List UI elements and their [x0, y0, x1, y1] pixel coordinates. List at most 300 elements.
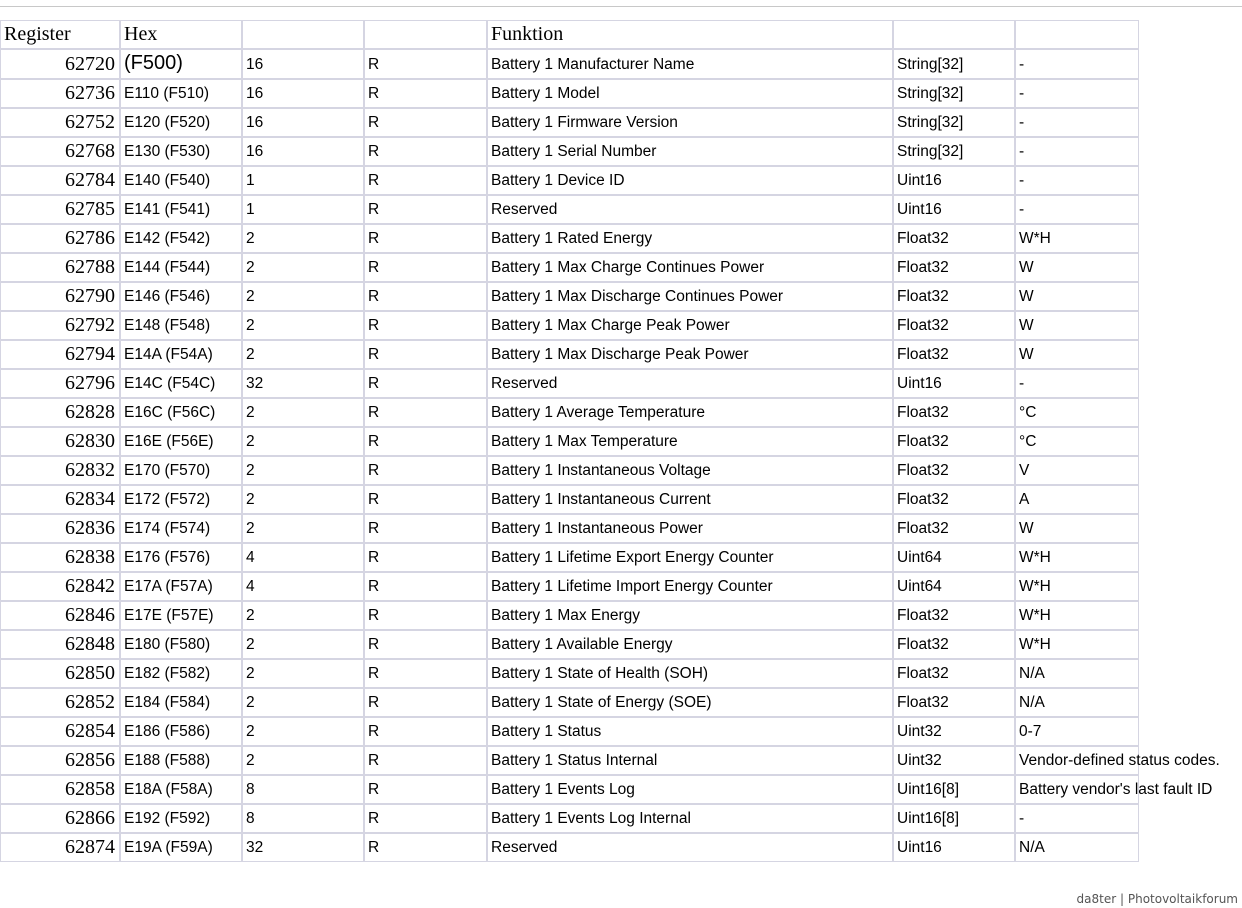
cell-size	[242, 282, 364, 311]
cell-type-text: String[32]	[897, 85, 964, 102]
cell-function	[487, 398, 893, 427]
table-row	[0, 572, 1139, 601]
cell-function	[487, 427, 893, 456]
cell-hex-text: E180 (F580)	[124, 636, 211, 653]
cell-type	[893, 775, 1015, 804]
cell-unit-text: N/A	[1019, 839, 1045, 856]
cell-type-text: Uint64	[897, 578, 942, 595]
cell-access-text: R	[368, 114, 380, 131]
cell-hex	[120, 398, 242, 427]
cell-size-text: 32	[246, 375, 264, 392]
cell-type-text: Float32	[897, 462, 949, 479]
cell-size	[242, 775, 364, 804]
cell-register-text: 62846	[65, 604, 115, 626]
cell-hex	[120, 485, 242, 514]
cell-size	[242, 195, 364, 224]
cell-function	[487, 659, 893, 688]
cell-size-text: 2	[246, 317, 255, 334]
cell-register-text: 62784	[65, 169, 115, 191]
cell-size	[242, 398, 364, 427]
cell-hex	[120, 224, 242, 253]
cell-register-text: 62854	[65, 720, 115, 742]
table-row	[0, 340, 1139, 369]
cell-type	[893, 340, 1015, 369]
cell-access-text: R	[368, 636, 380, 653]
table-row	[0, 79, 1139, 108]
cell-hex	[120, 543, 242, 572]
cell-access-text: R	[368, 694, 380, 711]
cell-function-text: Battery 1 Available Energy	[491, 636, 673, 653]
cell-function	[487, 456, 893, 485]
cell-type-text: Uint16	[897, 172, 942, 189]
cell-unit	[1015, 717, 1139, 746]
cell-access-text: R	[368, 172, 380, 189]
cell-register-text: 62832	[65, 459, 115, 481]
cell-unit	[1015, 282, 1139, 311]
cell-register-text: 62720	[65, 52, 115, 75]
cell-function-text: Battery 1 State of Energy (SOE)	[491, 694, 712, 711]
cell-unit-text: Vendor-defined status codes.	[1019, 752, 1220, 769]
cell-register	[0, 804, 120, 833]
cell-function	[487, 514, 893, 543]
cell-hex-text: E16C (F56C)	[124, 404, 216, 421]
table-row	[0, 804, 1139, 833]
cell-type	[893, 456, 1015, 485]
cell-unit-text: A	[1019, 491, 1030, 508]
cell-register	[0, 688, 120, 717]
cell-type-text: Uint16	[897, 839, 942, 856]
cell-access-text: R	[368, 810, 380, 827]
table-row	[0, 630, 1139, 659]
cell-hex-text: E192 (F592)	[124, 810, 211, 827]
cell-hex	[120, 253, 242, 282]
cell-function-text: Battery 1 Average Temperature	[491, 404, 705, 421]
cell-access-text: R	[368, 839, 380, 856]
cell-register-text: 62852	[65, 691, 115, 713]
cell-hex-text: E141 (F541)	[124, 201, 211, 218]
cell-function	[487, 833, 893, 862]
cell-type-text: Uint64	[897, 549, 942, 566]
cell-type-text: Float32	[897, 317, 949, 334]
cell-access	[364, 630, 487, 659]
cell-access-text: R	[368, 491, 380, 508]
cell-function	[487, 108, 893, 137]
table-row	[0, 166, 1139, 195]
cell-unit	[1015, 108, 1139, 137]
cell-type-text: Uint32	[897, 723, 942, 740]
cell-type-text: Uint16[8]	[897, 781, 960, 798]
cell-size	[242, 311, 364, 340]
header-register: Register	[0, 20, 120, 49]
cell-type-text: Float32	[897, 404, 949, 421]
cell-register-text: 62785	[65, 198, 115, 220]
table-row	[0, 369, 1139, 398]
cell-unit	[1015, 833, 1139, 862]
cell-hex	[120, 108, 242, 137]
cell-hex-text: E182 (F582)	[124, 665, 211, 682]
cell-type	[893, 572, 1015, 601]
cell-register-text: 62792	[65, 314, 115, 336]
cell-register-text: 62796	[65, 372, 115, 394]
cell-unit	[1015, 224, 1139, 253]
cell-type	[893, 427, 1015, 456]
cell-access-text: R	[368, 346, 380, 363]
cell-hex-text: E172 (F572)	[124, 491, 211, 508]
cell-function	[487, 572, 893, 601]
cell-access	[364, 282, 487, 311]
cell-hex	[120, 79, 242, 108]
cell-unit-text: 0-7	[1019, 723, 1042, 740]
cell-unit	[1015, 398, 1139, 427]
cell-access-text: R	[368, 752, 380, 769]
cell-unit-text: W*H	[1019, 578, 1051, 595]
cell-access	[364, 514, 487, 543]
cell-function-text: Battery 1 Model	[491, 85, 600, 102]
table-row	[0, 775, 1139, 804]
cell-type-text: Float32	[897, 491, 949, 508]
cell-unit-text: °C	[1019, 404, 1037, 421]
cell-function-text: Battery 1 Status	[491, 723, 602, 740]
cell-register	[0, 630, 120, 659]
cell-size	[242, 79, 364, 108]
cell-access	[364, 49, 487, 79]
cell-function-text: Battery 1 Max Temperature	[491, 433, 678, 450]
cell-register-text: 62834	[65, 488, 115, 510]
cell-register	[0, 659, 120, 688]
table-row	[0, 108, 1139, 137]
cell-size	[242, 253, 364, 282]
cell-access-text: R	[368, 781, 380, 798]
cell-hex-text: E184 (F584)	[124, 694, 211, 711]
cell-access-text: R	[368, 723, 380, 740]
cell-unit	[1015, 514, 1139, 543]
cell-size	[242, 369, 364, 398]
cell-size	[242, 746, 364, 775]
cell-function-text: Battery 1 Firmware Version	[491, 114, 678, 131]
cell-access	[364, 195, 487, 224]
cell-unit-text: W*H	[1019, 607, 1051, 624]
cell-function	[487, 137, 893, 166]
cell-register	[0, 166, 120, 195]
cell-register-text: 62830	[65, 430, 115, 452]
cell-type	[893, 543, 1015, 572]
cell-size-text: 2	[246, 636, 255, 653]
cell-type-text: Float32	[897, 694, 949, 711]
cell-unit	[1015, 340, 1139, 369]
cell-type-text: Float32	[897, 433, 949, 450]
cell-access-text: R	[368, 317, 380, 334]
cell-function-text: Reserved	[491, 201, 558, 218]
cell-register	[0, 543, 120, 572]
table-row	[0, 485, 1139, 514]
cell-hex	[120, 833, 242, 862]
cell-register	[0, 398, 120, 427]
table-row	[0, 224, 1139, 253]
cell-hex	[120, 49, 242, 79]
cell-unit	[1015, 485, 1139, 514]
cell-hex	[120, 195, 242, 224]
cell-hex-text: E14A (F54A)	[124, 346, 213, 363]
cell-access-text: R	[368, 288, 380, 305]
cell-type	[893, 195, 1015, 224]
cell-access	[364, 572, 487, 601]
cell-type-text: Float32	[897, 636, 949, 653]
register-table	[0, 20, 1220, 862]
table-row	[0, 514, 1139, 543]
cell-hex-text: (F500)	[124, 52, 183, 74]
cell-hex-text: E140 (F540)	[124, 172, 211, 189]
cell-size-text: 2	[246, 433, 255, 450]
cell-register	[0, 601, 120, 630]
cell-size	[242, 543, 364, 572]
cell-hex	[120, 369, 242, 398]
cell-size	[242, 456, 364, 485]
cell-access	[364, 137, 487, 166]
cell-function	[487, 79, 893, 108]
cell-unit-text: N/A	[1019, 665, 1045, 682]
cell-register	[0, 79, 120, 108]
cell-function-text: Battery 1 Status Internal	[491, 752, 658, 769]
cell-hex	[120, 456, 242, 485]
cell-register	[0, 456, 120, 485]
table-row	[0, 282, 1139, 311]
cell-register-text: 62874	[65, 836, 115, 858]
cell-function	[487, 369, 893, 398]
cell-function	[487, 340, 893, 369]
cell-unit-text: W*H	[1019, 549, 1051, 566]
cell-register-text: 62856	[65, 749, 115, 771]
cell-unit	[1015, 804, 1139, 833]
cell-function-text: Battery 1 State of Health (SOH)	[491, 665, 709, 682]
cell-hex	[120, 601, 242, 630]
cell-unit-text: W	[1019, 346, 1034, 363]
cell-size	[242, 427, 364, 456]
cell-function-text: Battery 1 Serial Number	[491, 143, 657, 160]
cell-function-text: Battery 1 Events Log	[491, 781, 635, 798]
cell-hex	[120, 427, 242, 456]
cell-unit-text: N/A	[1019, 694, 1045, 711]
cell-access	[364, 311, 487, 340]
cell-hex	[120, 572, 242, 601]
cell-access-text: R	[368, 375, 380, 392]
cell-type	[893, 514, 1015, 543]
cell-access-text: R	[368, 230, 380, 247]
cell-size-text: 2	[246, 346, 255, 363]
cell-unit-text: °C	[1019, 433, 1037, 450]
cell-access-text: R	[368, 259, 380, 276]
cell-size	[242, 224, 364, 253]
cell-unit	[1015, 369, 1139, 398]
cell-function	[487, 166, 893, 195]
cell-register-text: 62768	[65, 140, 115, 162]
table-row	[0, 717, 1139, 746]
cell-register	[0, 282, 120, 311]
cell-function	[487, 485, 893, 514]
cell-size-text: 2	[246, 665, 255, 682]
cell-access	[364, 253, 487, 282]
header-type	[893, 20, 1015, 49]
cell-function-text: Battery 1 Instantaneous Power	[491, 520, 703, 537]
cell-hex-text: E176 (F576)	[124, 549, 211, 566]
cell-access-text: R	[368, 201, 380, 218]
cell-access-text: R	[368, 549, 380, 566]
cell-type-text: Float32	[897, 259, 949, 276]
table-row	[0, 49, 1139, 79]
cell-type	[893, 688, 1015, 717]
cell-type	[893, 49, 1015, 79]
cell-register	[0, 833, 120, 862]
cell-size-text: 2	[246, 491, 255, 508]
cell-access-text: R	[368, 404, 380, 421]
cell-function-text: Battery 1 Max Energy	[491, 607, 641, 624]
cell-register	[0, 340, 120, 369]
cell-size	[242, 137, 364, 166]
cell-function	[487, 282, 893, 311]
cell-register	[0, 427, 120, 456]
cell-unit-text: W	[1019, 317, 1034, 334]
cell-unit	[1015, 543, 1139, 572]
cell-function-text: Battery 1 Max Discharge Continues Power	[491, 288, 784, 305]
cell-size-text: 8	[246, 781, 255, 798]
cell-hex	[120, 775, 242, 804]
cell-type	[893, 630, 1015, 659]
cell-hex	[120, 514, 242, 543]
cell-access	[364, 717, 487, 746]
cell-size-text: 2	[246, 288, 255, 305]
cell-access-text: R	[368, 85, 380, 102]
cell-register	[0, 195, 120, 224]
cell-type	[893, 108, 1015, 137]
cell-function	[487, 543, 893, 572]
cell-register-text: 62828	[65, 401, 115, 423]
cell-function-text: Battery 1 Device ID	[491, 172, 625, 189]
cell-hex	[120, 688, 242, 717]
table-row	[0, 253, 1139, 282]
cell-unit-text: W	[1019, 288, 1034, 305]
cell-hex	[120, 630, 242, 659]
cell-unit	[1015, 572, 1139, 601]
cell-access	[364, 746, 487, 775]
cell-access-text: R	[368, 462, 380, 479]
cell-size-text: 2	[246, 520, 255, 537]
cell-access	[364, 340, 487, 369]
cell-access	[364, 775, 487, 804]
cell-type-text: String[32]	[897, 114, 964, 131]
cell-unit	[1015, 166, 1139, 195]
cell-hex-text: E19A (F59A)	[124, 839, 213, 856]
cell-access	[364, 427, 487, 456]
cell-access	[364, 398, 487, 427]
cell-hex-text: E146 (F546)	[124, 288, 211, 305]
cell-register	[0, 49, 120, 79]
cell-size	[242, 688, 364, 717]
cell-unit	[1015, 137, 1139, 166]
cell-unit	[1015, 775, 1213, 804]
cell-type-text: Float32	[897, 230, 949, 247]
cell-register-text: 62786	[65, 227, 115, 249]
cell-hex-text: E174 (F574)	[124, 520, 211, 537]
cell-hex-text: E142 (F542)	[124, 230, 211, 247]
cell-type	[893, 137, 1015, 166]
header-function: Funktion	[487, 20, 893, 49]
table-row	[0, 195, 1139, 224]
cell-access	[364, 659, 487, 688]
cell-type-text: Uint16	[897, 375, 942, 392]
cell-hex-text: E188 (F588)	[124, 752, 211, 769]
cell-size	[242, 485, 364, 514]
header-access	[364, 20, 487, 49]
cell-type	[893, 717, 1015, 746]
cell-unit	[1015, 456, 1139, 485]
cell-type-text: Uint32	[897, 752, 942, 769]
cell-access-text: R	[368, 433, 380, 450]
cell-function-text: Battery 1 Instantaneous Current	[491, 491, 711, 508]
header-unit	[1015, 20, 1139, 49]
cell-unit-text: -	[1019, 810, 1025, 827]
cell-size-text: 8	[246, 810, 255, 827]
cell-register-text: 62842	[65, 575, 115, 597]
cell-size-text: 4	[246, 578, 255, 595]
cell-size	[242, 659, 364, 688]
cell-register-text: 62752	[65, 111, 115, 133]
cell-register-text: 62788	[65, 256, 115, 278]
cell-type-text: Uint16[8]	[897, 810, 960, 827]
cell-unit-text: W*H	[1019, 230, 1051, 247]
cell-size-text: 4	[246, 549, 255, 566]
cell-hex	[120, 717, 242, 746]
cell-access	[364, 79, 487, 108]
cell-size-text: 16	[246, 143, 264, 160]
cell-register	[0, 253, 120, 282]
cell-hex-text: E17E (F57E)	[124, 607, 214, 624]
cell-function-text: Battery 1 Instantaneous Voltage	[491, 462, 711, 479]
cell-hex-text: E16E (F56E)	[124, 433, 214, 450]
cell-access-text: R	[368, 578, 380, 595]
cell-function-text: Battery 1 Max Charge Peak Power	[491, 317, 730, 334]
cell-access	[364, 166, 487, 195]
cell-type	[893, 253, 1015, 282]
cell-size-text: 2	[246, 259, 255, 276]
cell-register	[0, 746, 120, 775]
cell-unit-text: -	[1019, 85, 1025, 102]
cell-function	[487, 775, 893, 804]
table-row	[0, 659, 1139, 688]
table-row	[0, 398, 1139, 427]
header-hex: Hex	[120, 20, 242, 49]
cell-hex	[120, 137, 242, 166]
header-size	[242, 20, 364, 49]
cell-function	[487, 688, 893, 717]
cell-type	[893, 833, 1015, 862]
cell-unit	[1015, 49, 1139, 79]
cell-access	[364, 369, 487, 398]
cell-register	[0, 572, 120, 601]
cell-type-text: Float32	[897, 288, 949, 305]
cell-function	[487, 195, 893, 224]
cell-type	[893, 659, 1015, 688]
cell-unit-text: W	[1019, 259, 1034, 276]
cell-hex	[120, 282, 242, 311]
watermark-credit: da8ter | Photovoltaikforum	[1076, 892, 1238, 906]
cell-function-text: Battery 1 Lifetime Import Energy Counter	[491, 578, 773, 595]
cell-unit-text: -	[1019, 201, 1025, 218]
cell-type	[893, 398, 1015, 427]
cell-type	[893, 311, 1015, 340]
cell-register-text: 62736	[65, 82, 115, 104]
cell-hex-text: E170 (F570)	[124, 462, 211, 479]
cell-function	[487, 746, 893, 775]
cell-register-text: 62838	[65, 546, 115, 568]
